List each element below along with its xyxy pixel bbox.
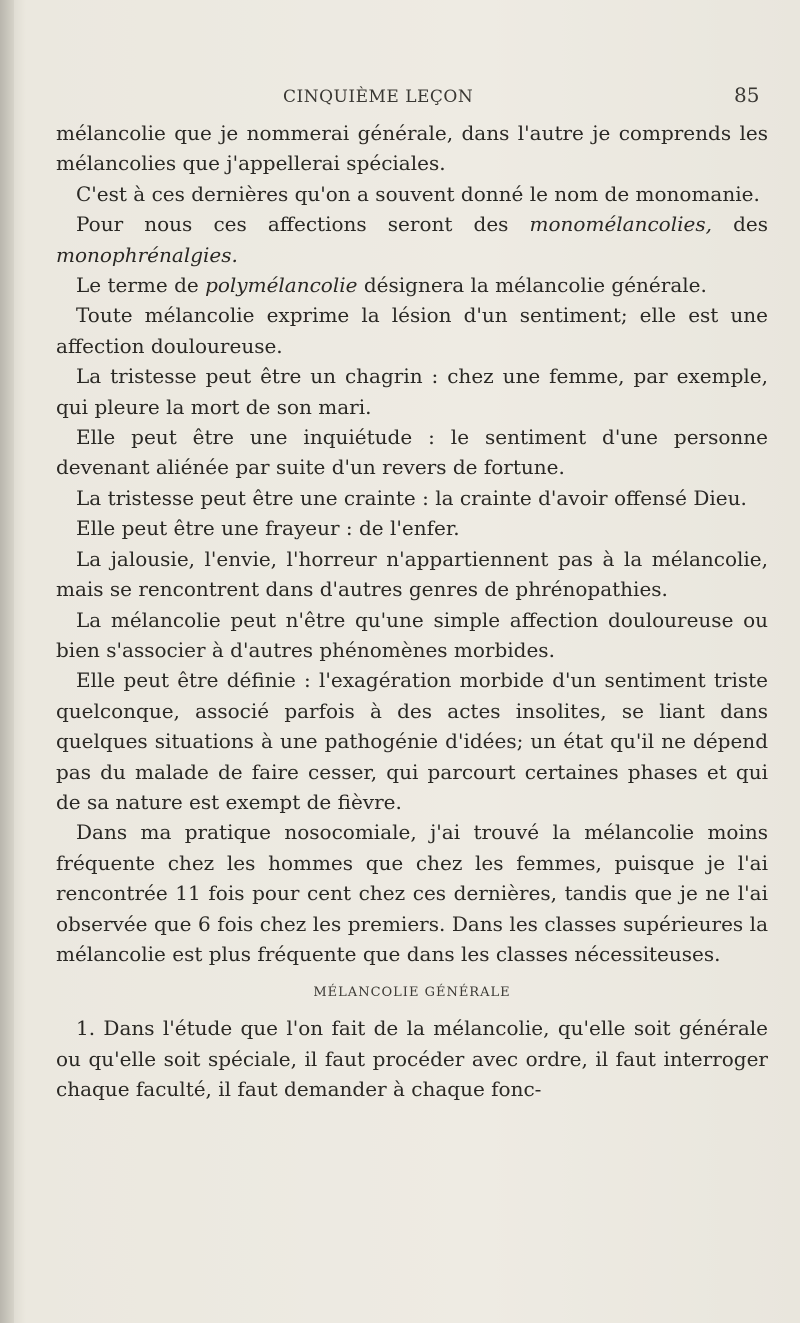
italic-term: monophrénalgies.: [56, 242, 238, 267]
paragraph: Elle peut être une frayeur : de l'enfer.: [76, 516, 460, 541]
paragraph: La tristesse peut être une crainte : la crainte d'avoir offensé Dieu.: [76, 485, 747, 510]
text-run: Pour nous ces affections seront des: [76, 212, 530, 237]
page-number: 85: [734, 83, 760, 107]
section-heading: MÉLANCOLIE GÉNÉRALE: [313, 985, 511, 1001]
paragraph: La mélancolie peut n'être qu'une simple affection douloureuse ou bien s'associer à d'autres phénomènes morbides.: [56, 607, 768, 662]
paragraph: [56, 209, 768, 270]
paragraph: mélancolie que je nommerai générale, dans l'autre je comprends les mélancolies que j'appellerai spéciales.: [56, 121, 768, 176]
text-run: désignera la mélancolie générale.: [357, 273, 707, 298]
paragraph: Toute mélancolie exprime la lésion d'un sentiment; elle est une affection douloureuse.: [56, 303, 768, 358]
paragraph: La tristesse peut être un chagrin : chez une femme, par exemple, qui pleure la mort de son mari.: [56, 364, 768, 419]
paragraph: La jalousie, l'envie, l'horreur n'appartiennent pas à la mélancolie, mais se rencontrent dans d'autres genres de phrénopathies.: [56, 546, 768, 602]
page-header: [60, 83, 760, 113]
body-text: [56, 118, 768, 1105]
paragraph: Elle peut être définie : l'exagération morbide d'un sentiment triste quelconque, associé parfois à des actes insolites, se liant dans quelques situations à une pathogénie d'idées; un état qu'il ne dépend pas du malade de faire cesser, qui parcourt certaines phases et qui de sa nature est exempt de fièvre.: [56, 668, 768, 814]
paragraph: C'est à ces dernières qu'on a souvent donné le nom de monomanie.: [76, 181, 760, 206]
running-head: CINQUIÈME LEÇON: [283, 87, 474, 107]
text-run: Le terme de: [76, 273, 206, 298]
italic-term: polymélancolie: [205, 273, 358, 298]
italic-term: monomélancolies,: [529, 212, 712, 237]
text-run: des: [711, 212, 768, 237]
paragraph: Dans ma pratique nosocomiale, j'ai trouvé la mélancolie moins fréquente chez les hommes que chez les femmes, puisque je l'ai rencontrée 11 fois pour cent chez ces dernières, tandis que je ne l'ai observée que 6 fois chez les premiers. Dans les classes supérieures la mélancolie est plus fréquente que dans les classes nécessiteuses.: [56, 820, 768, 966]
page-gutter: [0, 0, 14, 1323]
paragraph: Elle peut être une inquiétude : le sentiment d'une personne devenant aliénée par suite d'un revers de fortune.: [56, 425, 768, 480]
paragraph: 1. Dans l'étude que l'on fait de la mélancolie, qu'elle soit générale ou qu'elle soit spéciale, il faut procéder avec ordre, il faut interroger chaque faculté, il faut demander à chaque fonc-: [56, 1016, 768, 1102]
paragraph: [56, 270, 768, 300]
